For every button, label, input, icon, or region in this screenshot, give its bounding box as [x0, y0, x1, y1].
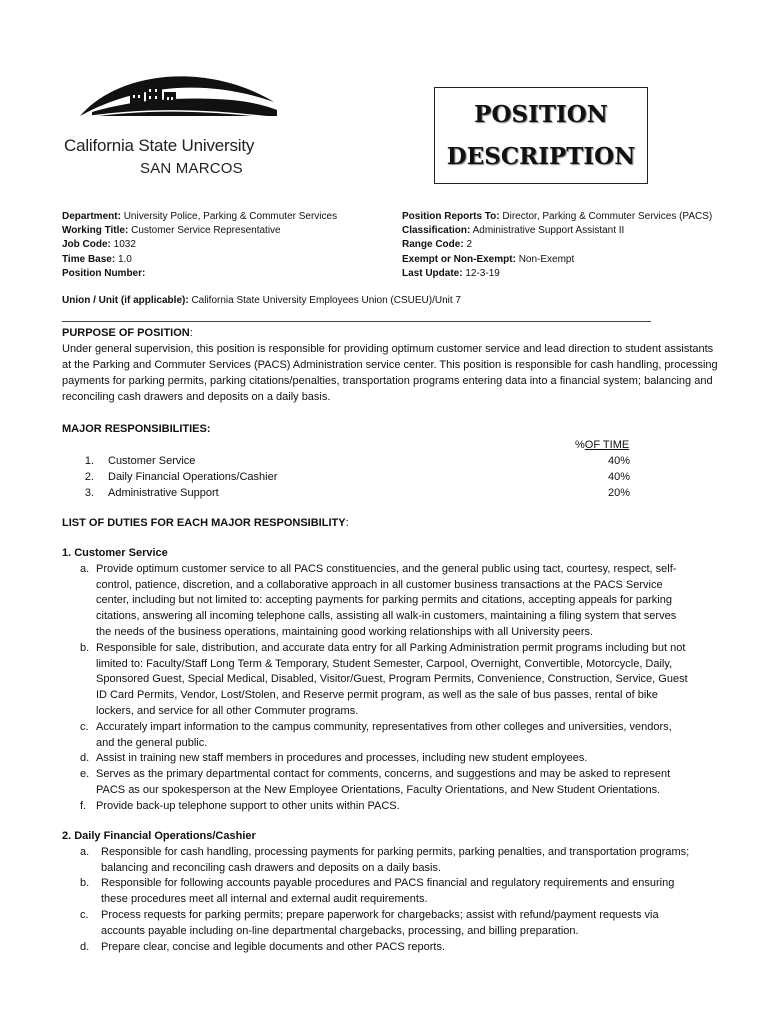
info-row-reports-to — [402, 210, 712, 224]
info-row-job-code — [62, 238, 337, 252]
info-label: Exempt or Non-Exempt: — [402, 253, 516, 265]
duty-text: Prepare clear, concise and legible documents and other PACS reports. — [101, 940, 446, 953]
responsibility-number: 2. — [84, 471, 94, 483]
duty-text: Serves as the primary departmental contact for comments, concerns, and suggestions and may be asked to represent PACS as our spokesperson at the New Employee Orientations, Faculty Orientations, and New Student Orientations. — [96, 768, 671, 796]
purpose-colon: : — [189, 327, 193, 339]
duty-marker: c. — [80, 720, 89, 733]
info-label: Job Code: — [62, 239, 111, 251]
campus-skyline-logo-icon — [62, 70, 292, 140]
info-label: Position Reports To: — [402, 211, 500, 222]
major-heading-block — [62, 421, 722, 437]
duties-heading: LIST OF DUTIES FOR EACH MAJOR RESPONSIBILITY — [62, 517, 346, 529]
duty-item — [62, 940, 692, 956]
purpose-section — [62, 325, 722, 405]
percent-time-header — [575, 437, 629, 453]
duty-item — [62, 799, 692, 815]
info-value: 1.0 — [117, 253, 132, 265]
duty-text: Process requests for parking permits; prepare paperwork for chargebacks; assist with refund/payment requests via accounts payable including on-line departmental chargebacks, processing, and billing preparation. — [101, 908, 659, 937]
duty-item — [62, 751, 692, 767]
info-left — [62, 210, 337, 281]
responsibility-label: Customer Service — [108, 455, 196, 467]
responsibility-percent: 40% — [607, 455, 630, 467]
purpose-heading: PURPOSE OF POSITION — [62, 327, 190, 339]
duty-marker: b. — [80, 641, 90, 654]
union-value: California State University Employees Union (CSUEU)/Unit 7 — [191, 295, 461, 306]
duty-marker: d. — [80, 752, 90, 765]
info-label: Last Update: — [402, 267, 463, 279]
duty-text: Provide optimum customer service to all PACS constituencies, and the general public using tact, courtesy, respect, self-control, patience, discretion, and a collaborative approach in all customer business transactions at the PACS Service center, including but not limited to: accepting payments for parking permits and citations, accepting appeals for parking citations, answering all incoming telephone calls, assisting all walk-in customers, maintaining a filing system that serves the needs of the business operations, maintaining good working relationships with all University peers. — [96, 562, 677, 638]
info-row-last-update — [402, 267, 712, 281]
info-label: Range Code: — [402, 239, 464, 251]
info-value: 12-3-19 — [465, 267, 500, 279]
responsibility-number: 3. — [84, 487, 94, 499]
union-label: Union / Unit (if applicable): — [62, 295, 189, 306]
info-row-range-code — [402, 238, 712, 252]
percent-time-label: OF TIME — [584, 439, 630, 451]
info-value: 1032 — [113, 239, 136, 251]
duty-item — [62, 908, 692, 940]
info-value: 2 — [466, 239, 473, 251]
duty-marker: a. — [80, 562, 90, 575]
title-line-2: DESCRIPTION — [446, 142, 636, 170]
duty-item — [62, 641, 692, 720]
duty-marker: f. — [80, 799, 87, 812]
duty-section-title: 2. Daily Financial Operations/Cashier — [62, 830, 256, 842]
responsibility-percent: 20% — [607, 487, 630, 499]
duty-text: Responsible for cash handling, processing payments for parking permits, parking penalties, and transportation programs; balancing and reconciling cash drawers and deposits on a daily basis. — [101, 845, 690, 874]
info-value: Non-Exempt — [518, 253, 575, 265]
info-value: University Police, Parking & Commuter Services — [123, 211, 338, 222]
responsibility-label: Daily Financial Operations/Cashier — [108, 471, 278, 483]
info-row-department — [62, 210, 337, 224]
duty-item — [62, 845, 692, 877]
info-label: Position Number: — [62, 267, 146, 279]
duty-marker: c. — [80, 908, 89, 921]
duties-heading-block — [62, 515, 722, 531]
info-row-working-title — [62, 224, 337, 238]
duty-text: Provide back-up telephone support to other units within PACS. — [96, 799, 400, 812]
duty-item — [62, 720, 692, 752]
duty-text: Assist in training new staff members in procedures and processes, including new student employees. — [96, 752, 588, 765]
duty-section-title: 1. Customer Service — [62, 547, 168, 559]
info-value: Customer Service Representative — [131, 225, 281, 237]
responsibility-label: Administrative Support — [108, 487, 219, 499]
info-row-classification — [402, 224, 712, 238]
info-label: Department: — [62, 211, 121, 222]
responsibility-percent: 40% — [607, 471, 630, 483]
duty-item — [62, 562, 692, 641]
major-heading: MAJOR RESPONSIBILITIES: — [62, 423, 211, 435]
duty-text: Accurately impart information to the campus community, representatives from other colleges and universities, vendors, and the general public. — [96, 720, 672, 749]
duty-section-financial-operations — [62, 829, 692, 955]
duty-text: Responsible for sale, distribution, and accurate data entry for all Parking Administration permit programs including but not limited to: Faculty/Staff Long Term & Temporary, Student Semester, Carpool, Overnight, Convertible, Motorcycle, Daily, Sponsored Guest, Special Medical, Disabled, Visitor/Guest, Program Permits, Convenience, Construction, Service, Guest ID Card Permits, Vendor, Lost/Stolen, and Reserve permit program, as well as the sale of bus passes, rental of bike lockers, and service for all other Commuter programs. — [96, 641, 688, 717]
union-line — [62, 295, 461, 306]
info-value: Director, Parking & Commuter Services (PACS) — [502, 211, 713, 222]
duty-marker: b. — [80, 877, 90, 890]
info-value: Administrative Support Assistant II — [472, 225, 625, 237]
info-row-exempt — [402, 253, 712, 267]
campus-name: SAN MARCOS — [140, 160, 243, 177]
info-label: Working Title: — [62, 225, 129, 237]
percent-sign: % — [575, 439, 585, 451]
info-label: Time Base: — [62, 253, 116, 265]
duties-colon: : — [345, 517, 349, 529]
duty-marker: e. — [80, 768, 90, 781]
duty-item — [62, 767, 692, 799]
duty-section-customer-service — [62, 546, 692, 815]
duty-item — [62, 876, 692, 908]
title-line-1: POSITION — [474, 100, 608, 128]
duty-text: Responsible for following accounts payable procedures and PACS financial and regulatory requirements and ensuring these procedures meet all internal and external audit requirements. — [101, 877, 675, 906]
info-row-time-base — [62, 253, 337, 267]
info-row-position-number — [62, 267, 337, 281]
document-title-box — [434, 87, 648, 184]
university-name: California State University — [64, 136, 255, 155]
responsibility-number: 1. — [84, 455, 94, 467]
duty-marker: a. — [80, 845, 90, 858]
purpose-text: Under general supervision, this position is responsible for providing optimum customer service and lead direction to student assistants at the Parking and Commuter Services (PACS) Administration service center. This position is responsible for cash handling, processing payments for parking permits, parking citations/penalties, transportation programs entering data into a financial system; balancing and reconciling cash drawers and deposits on a daily basis. — [62, 343, 718, 403]
info-label: Classification: — [402, 225, 471, 237]
csusm-logo — [62, 70, 292, 182]
info-right — [402, 210, 712, 281]
duty-marker: d. — [80, 940, 90, 953]
divider-rule — [62, 321, 651, 322]
